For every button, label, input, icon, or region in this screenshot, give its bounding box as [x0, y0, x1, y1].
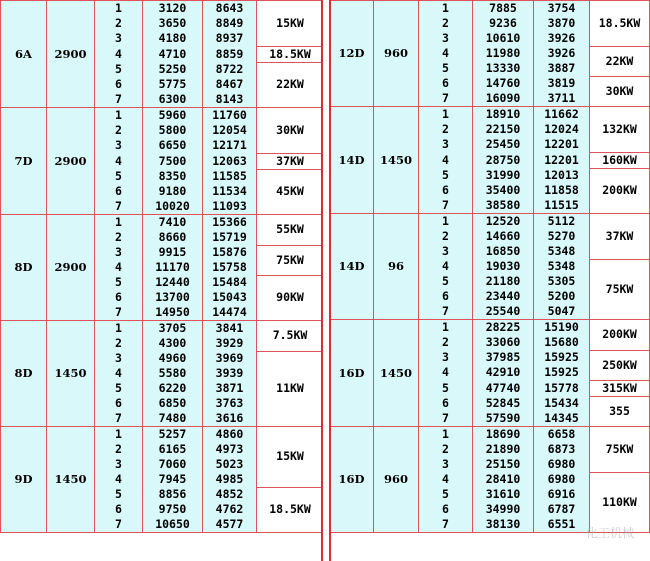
- flow-value: 47740: [473, 380, 534, 396]
- head-value: 11662: [534, 107, 590, 123]
- head-value: 3926: [534, 46, 590, 61]
- pump-speed: 1450: [374, 107, 419, 214]
- flow-value: 6165: [143, 442, 203, 457]
- stage-number: 4: [95, 260, 143, 275]
- stage-number: 7: [95, 517, 143, 533]
- head-value: 4577: [203, 517, 257, 533]
- stage-number: 6: [95, 290, 143, 305]
- stage-number: 7: [95, 199, 143, 215]
- flow-value: 5250: [143, 62, 203, 77]
- stage-number: 7: [95, 305, 143, 321]
- flow-value: 4960: [143, 351, 203, 366]
- stage-number: 2: [419, 16, 473, 31]
- pump-speed: 1450: [47, 427, 95, 533]
- head-value: 15366: [203, 215, 257, 231]
- head-value: 3871: [203, 381, 257, 396]
- head-value: 8467: [203, 77, 257, 92]
- pump-speed: 1450: [47, 321, 95, 427]
- flow-value: 3650: [143, 16, 203, 31]
- flow-value: 14950: [143, 305, 203, 321]
- pump-speed: 2900: [47, 1, 95, 108]
- flow-value: 23440: [473, 289, 534, 304]
- flow-value: 9915: [143, 245, 203, 260]
- flow-value: 33060: [473, 335, 534, 350]
- pump-row: [1, 427, 324, 443]
- pump-model: 16D: [330, 320, 374, 427]
- flow-value: 16850: [473, 244, 534, 259]
- flow-value: 8350: [143, 169, 203, 184]
- flow-value: 38580: [473, 198, 534, 214]
- stage-number: 3: [95, 351, 143, 366]
- stage-number: 4: [95, 46, 143, 62]
- flow-value: 25150: [473, 457, 534, 472]
- flow-value: 5580: [143, 366, 203, 381]
- stage-number: 6: [419, 76, 473, 91]
- stage-number: 7: [419, 91, 473, 107]
- pump-row: [330, 1, 650, 17]
- head-value: 8643: [203, 1, 257, 17]
- head-value: 11093: [203, 199, 257, 215]
- flow-value: 16090: [473, 91, 534, 107]
- stage-number: 5: [419, 61, 473, 76]
- stage-number: 7: [419, 198, 473, 214]
- motor-power: 200KW: [590, 320, 650, 351]
- head-value: 6658: [534, 427, 590, 443]
- head-value: 5023: [203, 457, 257, 472]
- motor-power: 200KW: [590, 168, 650, 214]
- flow-value: 11170: [143, 260, 203, 275]
- stage-number: 6: [419, 289, 473, 304]
- head-value: 5047: [534, 304, 590, 320]
- stage-number: 6: [419, 502, 473, 517]
- pump-model: 9D: [1, 427, 47, 533]
- head-value: 12201: [534, 137, 590, 152]
- flow-value: 9750: [143, 502, 203, 517]
- stage-number: 6: [419, 183, 473, 198]
- flow-value: 31990: [473, 168, 534, 183]
- flow-value: 21890: [473, 442, 534, 457]
- head-value: 4860: [203, 427, 257, 443]
- stage-number: 2: [419, 122, 473, 137]
- motor-power: 55KW: [257, 215, 324, 246]
- head-value: 15925: [534, 365, 590, 380]
- flow-value: 13700: [143, 290, 203, 305]
- pump-row: [330, 427, 650, 443]
- stage-number: 4: [419, 365, 473, 380]
- motor-power: 355: [590, 396, 650, 427]
- flow-value: 12440: [143, 275, 203, 290]
- pump-speed: 1450: [374, 320, 419, 427]
- head-value: 15778: [534, 380, 590, 396]
- stage-number: 7: [419, 517, 473, 533]
- head-value: 5305: [534, 274, 590, 289]
- head-value: 5270: [534, 229, 590, 244]
- head-value: 3841: [203, 321, 257, 337]
- stage-number: 5: [95, 487, 143, 502]
- stage-number: 5: [419, 487, 473, 502]
- flow-value: 34990: [473, 502, 534, 517]
- head-value: 8722: [203, 62, 257, 77]
- head-value: 8937: [203, 31, 257, 46]
- flow-value: 25540: [473, 304, 534, 320]
- pump-model: 12D: [330, 1, 374, 107]
- flow-value: 8660: [143, 230, 203, 245]
- stage-number: 6: [419, 396, 473, 411]
- motor-power: 15KW: [257, 1, 324, 47]
- head-value: 6916: [534, 487, 590, 502]
- left-table-border: [321, 0, 323, 561]
- head-value: 15876: [203, 245, 257, 260]
- flow-value: 3120: [143, 1, 203, 17]
- stage-number: 7: [95, 92, 143, 108]
- flow-value: 28225: [473, 320, 534, 336]
- stage-number: 2: [95, 336, 143, 351]
- stage-number: 1: [95, 1, 143, 17]
- stage-number: 7: [419, 304, 473, 320]
- right-table-border: [329, 0, 331, 561]
- flow-value: 28750: [473, 152, 534, 168]
- flow-value: 7885: [473, 1, 534, 17]
- stage-number: 2: [419, 442, 473, 457]
- head-value: 5348: [534, 259, 590, 274]
- stage-number: 5: [95, 169, 143, 184]
- flow-value: 5800: [143, 123, 203, 138]
- flow-value: 52845: [473, 396, 534, 411]
- head-value: 3616: [203, 411, 257, 427]
- head-value: 15434: [534, 396, 590, 411]
- motor-power: 45KW: [257, 169, 324, 215]
- head-value: 12024: [534, 122, 590, 137]
- stage-number: 4: [419, 46, 473, 61]
- head-value: 15043: [203, 290, 257, 305]
- stage-number: 4: [95, 472, 143, 487]
- head-value: 6873: [534, 442, 590, 457]
- head-value: 3969: [203, 351, 257, 366]
- head-value: 11515: [534, 198, 590, 214]
- pump-speed: 96: [374, 214, 419, 320]
- pump-model: 8D: [1, 321, 47, 427]
- flow-value: 4710: [143, 46, 203, 62]
- flow-value: 5775: [143, 77, 203, 92]
- head-value: 8143: [203, 92, 257, 108]
- flow-value: 22150: [473, 122, 534, 137]
- flow-value: 4180: [143, 31, 203, 46]
- flow-value: 7480: [143, 411, 203, 427]
- flow-value: 37985: [473, 350, 534, 365]
- pump-model: 6A: [1, 1, 47, 108]
- pump-row: [1, 108, 324, 124]
- head-value: 5112: [534, 214, 590, 230]
- stage-number: 6: [95, 396, 143, 411]
- stage-number: 6: [95, 184, 143, 199]
- head-value: 5200: [534, 289, 590, 304]
- head-value: 8849: [203, 16, 257, 31]
- head-value: 3939: [203, 366, 257, 381]
- pump-model: 7D: [1, 108, 47, 215]
- motor-power: 18.5KW: [257, 46, 324, 62]
- stage-number: 3: [419, 137, 473, 152]
- stage-number: 1: [419, 214, 473, 230]
- pump-speed: 960: [374, 1, 419, 107]
- flow-value: 8856: [143, 487, 203, 502]
- stage-number: 1: [95, 108, 143, 124]
- motor-power: 315KW: [590, 380, 650, 396]
- flow-value: 14660: [473, 229, 534, 244]
- head-value: 12054: [203, 123, 257, 138]
- flow-value: 5960: [143, 108, 203, 124]
- motor-power: 250KW: [590, 350, 650, 380]
- head-value: 6551: [534, 517, 590, 533]
- flow-value: 7500: [143, 153, 203, 169]
- flow-value: 12520: [473, 214, 534, 230]
- head-value: 15680: [534, 335, 590, 350]
- flow-value: 35400: [473, 183, 534, 198]
- head-value: 3763: [203, 396, 257, 411]
- flow-value: 57590: [473, 411, 534, 427]
- flow-value: 31610: [473, 487, 534, 502]
- head-value: 12013: [534, 168, 590, 183]
- pump-model: 14D: [330, 107, 374, 214]
- stage-number: 6: [95, 77, 143, 92]
- head-value: 11585: [203, 169, 257, 184]
- head-value: 5348: [534, 244, 590, 259]
- pump-speed: 2900: [47, 108, 95, 215]
- stage-number: 2: [419, 229, 473, 244]
- stage-number: 5: [95, 381, 143, 396]
- head-value: 12063: [203, 153, 257, 169]
- flow-value: 18690: [473, 427, 534, 443]
- flow-value: 11980: [473, 46, 534, 61]
- pump-model: 14D: [330, 214, 374, 320]
- stage-number: 1: [419, 107, 473, 123]
- flow-value: 21180: [473, 274, 534, 289]
- head-value: 6980: [534, 457, 590, 472]
- stage-number: 4: [419, 472, 473, 487]
- head-value: 3926: [534, 31, 590, 46]
- stage-number: 5: [95, 275, 143, 290]
- flow-value: 13330: [473, 61, 534, 76]
- motor-power: 37KW: [257, 153, 324, 169]
- motor-power: 15KW: [257, 427, 324, 488]
- stage-number: 3: [419, 31, 473, 46]
- stage-number: 3: [419, 350, 473, 365]
- stage-number: 1: [95, 427, 143, 443]
- flow-value: 9180: [143, 184, 203, 199]
- pump-row: [1, 1, 324, 17]
- head-value: 15758: [203, 260, 257, 275]
- stage-number: 4: [419, 152, 473, 168]
- flow-value: 28410: [473, 472, 534, 487]
- motor-power: 75KW: [590, 259, 650, 320]
- flow-value: 14760: [473, 76, 534, 91]
- stage-number: 3: [95, 138, 143, 153]
- flow-value: 25450: [473, 137, 534, 152]
- stage-number: 3: [95, 457, 143, 472]
- head-value: 8859: [203, 46, 257, 62]
- motor-power: 22KW: [257, 62, 324, 108]
- head-value: 6787: [534, 502, 590, 517]
- head-value: 4762: [203, 502, 257, 517]
- head-value: 3887: [534, 61, 590, 76]
- stage-number: 2: [95, 16, 143, 31]
- flow-value: 10020: [143, 199, 203, 215]
- head-value: 3711: [534, 91, 590, 107]
- head-value: 15925: [534, 350, 590, 365]
- motor-power: 7.5KW: [257, 321, 324, 352]
- head-value: 3819: [534, 76, 590, 91]
- head-value: 14345: [534, 411, 590, 427]
- head-value: 12201: [534, 152, 590, 168]
- pump-model: 16D: [330, 427, 374, 533]
- stage-number: 1: [419, 427, 473, 443]
- head-value: 12171: [203, 138, 257, 153]
- stage-number: 4: [95, 153, 143, 169]
- head-value: 4985: [203, 472, 257, 487]
- pump-row: [1, 215, 324, 231]
- stage-number: 5: [95, 62, 143, 77]
- flow-value: 7060: [143, 457, 203, 472]
- motor-power: 30KW: [257, 108, 324, 154]
- motor-power: 160KW: [590, 152, 650, 168]
- motor-power: 110KW: [590, 472, 650, 533]
- flow-value: 5257: [143, 427, 203, 443]
- motor-power: 75KW: [590, 427, 650, 473]
- flow-value: 7945: [143, 472, 203, 487]
- stage-number: 2: [95, 442, 143, 457]
- flow-value: 18910: [473, 107, 534, 123]
- flow-value: 38130: [473, 517, 534, 533]
- head-value: 11534: [203, 184, 257, 199]
- flow-value: 10650: [143, 517, 203, 533]
- head-value: 15190: [534, 320, 590, 336]
- stage-number: 1: [419, 1, 473, 17]
- stage-number: 4: [419, 259, 473, 274]
- pump-row: [330, 214, 650, 230]
- stage-number: 7: [419, 411, 473, 427]
- head-value: 11760: [203, 108, 257, 124]
- stage-number: 1: [419, 320, 473, 336]
- motor-power: 11KW: [257, 351, 324, 427]
- head-value: 6980: [534, 472, 590, 487]
- flow-value: 10610: [473, 31, 534, 46]
- flow-value: 6300: [143, 92, 203, 108]
- pump-speed: 2900: [47, 215, 95, 321]
- head-value: 4973: [203, 442, 257, 457]
- flow-value: 4300: [143, 336, 203, 351]
- stage-number: 1: [95, 321, 143, 337]
- head-value: 15719: [203, 230, 257, 245]
- motor-power: 132KW: [590, 107, 650, 153]
- stage-number: 2: [95, 230, 143, 245]
- flow-value: 6650: [143, 138, 203, 153]
- stage-number: 5: [419, 168, 473, 183]
- flow-value: 6220: [143, 381, 203, 396]
- head-value: 3754: [534, 1, 590, 17]
- motor-power: 18.5KW: [590, 1, 650, 47]
- stage-number: 5: [419, 380, 473, 396]
- stage-number: 4: [95, 366, 143, 381]
- pump-speed: 960: [374, 427, 419, 533]
- stage-number: 1: [95, 215, 143, 231]
- flow-value: 7410: [143, 215, 203, 231]
- motor-power: 37KW: [590, 214, 650, 260]
- head-value: 4852: [203, 487, 257, 502]
- stage-number: 3: [419, 457, 473, 472]
- motor-power: 22KW: [590, 46, 650, 76]
- pump-row: [330, 107, 650, 123]
- motor-power: 90KW: [257, 275, 324, 321]
- stage-number: 5: [419, 274, 473, 289]
- pump-table-right: [329, 0, 650, 533]
- stage-number: 3: [419, 244, 473, 259]
- pump-model: 8D: [1, 215, 47, 321]
- flow-value: 3705: [143, 321, 203, 337]
- pump-row: [1, 321, 324, 337]
- watermark: 化工机械: [586, 526, 635, 540]
- head-value: 3870: [534, 16, 590, 31]
- head-value: 14474: [203, 305, 257, 321]
- pump-row: [330, 320, 650, 336]
- flow-value: 6850: [143, 396, 203, 411]
- flow-value: 9236: [473, 16, 534, 31]
- head-value: 3929: [203, 336, 257, 351]
- flow-value: 19030: [473, 259, 534, 274]
- stage-number: 3: [95, 245, 143, 260]
- motor-power: 18.5KW: [257, 487, 324, 533]
- head-value: 11858: [534, 183, 590, 198]
- pump-table-left: [0, 0, 324, 533]
- stage-number: 7: [95, 411, 143, 427]
- stage-number: 3: [95, 31, 143, 46]
- head-value: 15484: [203, 275, 257, 290]
- stage-number: 2: [419, 335, 473, 350]
- motor-power: 75KW: [257, 245, 324, 275]
- stage-number: 6: [95, 502, 143, 517]
- flow-value: 42910: [473, 365, 534, 380]
- stage-number: 2: [95, 123, 143, 138]
- motor-power: 30KW: [590, 76, 650, 107]
